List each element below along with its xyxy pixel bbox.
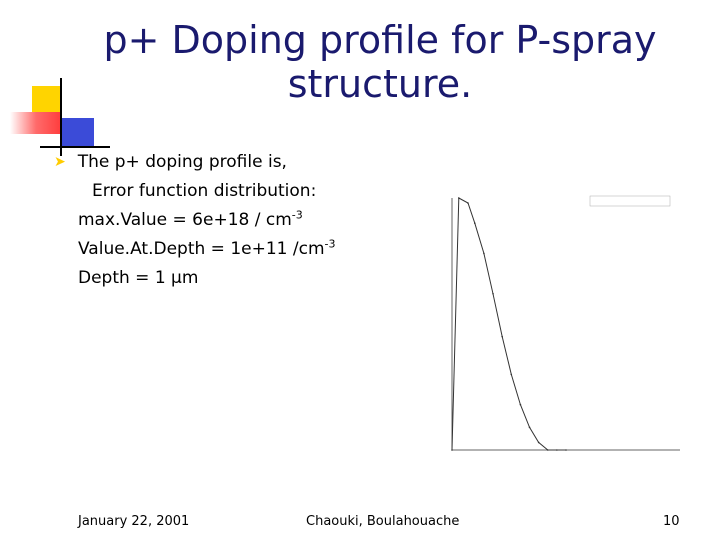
max-value-exponent: -3 [291,208,303,222]
data-point [474,222,476,224]
data-point [458,197,460,199]
data-point [492,293,494,295]
profile-line [452,198,566,450]
data-point [467,202,469,204]
depth-text: Depth = 1 µm [78,268,199,288]
value-at-depth-exponent: -3 [324,237,336,251]
doping-profile-chart [430,188,700,463]
footer-date: January 22, 2001 [78,514,190,529]
value-at-depth-text: Value.At.Depth = 1e+11 /cm [78,239,325,259]
footer-author: Chaouki, Boulahouache [306,514,460,529]
data-point [565,449,567,451]
max-value-text: max.Value = 6e+18 / cm [78,210,292,230]
value-at-depth-line [78,235,438,264]
arrow-bullet-icon: ➤ [54,154,66,170]
pink-gradient-shape [10,112,62,134]
data-point [556,449,558,451]
distribution-line [92,177,438,206]
bullet-line [54,148,438,177]
data-point [547,449,549,451]
data-point [451,449,453,451]
data-point [510,374,512,376]
depth-line [78,264,438,293]
blue-square-shape [62,118,94,148]
data-point [483,253,485,255]
chart-svg [430,188,700,463]
bullet-text: The p+ doping profile is, [77,152,287,172]
data-point [538,442,540,444]
max-value-line [78,206,438,235]
data-point [520,404,522,406]
slide-title: p+ Doping profile for P-spray structure. [103,18,657,106]
data-point [529,427,531,429]
legend-box [590,196,670,206]
distribution-text: Error function distribution: [92,181,317,201]
footer-page-number: 10 [663,514,680,529]
data-point [501,336,503,338]
slide-body [54,148,438,293]
